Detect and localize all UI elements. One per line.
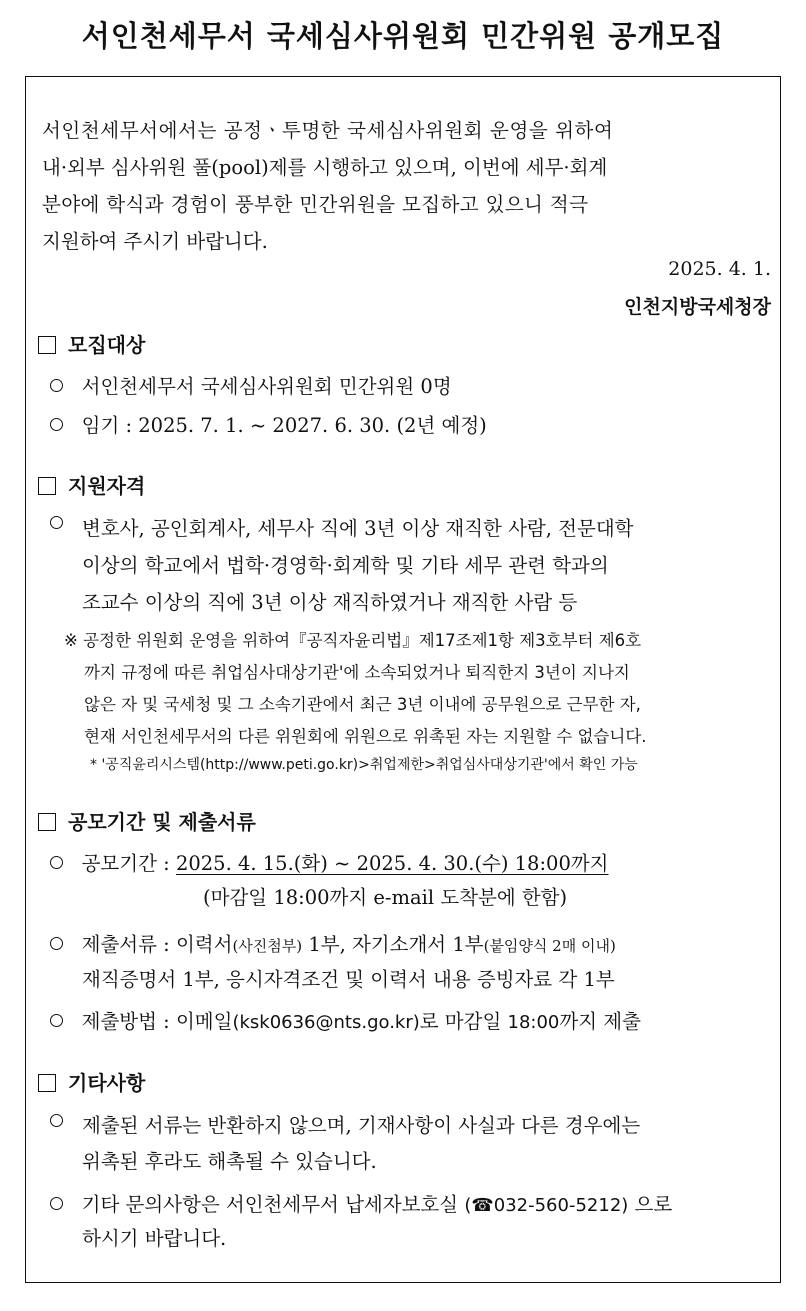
etc-item-2: 기타 문의사항은 서인천세무서 납세자보호실 (☎032-560-5212) 으로 (50, 1189, 672, 1217)
circle-bullet-icon (50, 418, 63, 431)
section-heading-period: 공모기간 및 제출서류 (38, 806, 256, 835)
documents-item: 제출서류 : 이력서(사진첨부) 1부, 자기소개서 1부(붙임양식 2매 이내) (50, 929, 616, 957)
notice-date: 2025. 4. 1. (668, 258, 771, 280)
etc-line: 위촉된 후라도 해촉될 수 있습니다. (82, 1150, 377, 1173)
circle-bullet-icon (50, 937, 63, 950)
period-value: 2025. 4. 15.(화) ~ 2025. 4. 30.(수) 18:00까지 (175, 852, 609, 875)
qualification-line: 이상의 학교에서 법학·경영학·회계학 및 기타 세무 관련 학과의 (82, 554, 609, 577)
intro-line: 분야에 학식과 경험이 풍부한 민간위원을 모집하고 있으니 적극 (42, 193, 589, 216)
qualification-text (82, 510, 634, 621)
note-line: 까지 규정에 따른 취업심사대상기관'에 소속되었거나 퇴직한지 3년이 지나지 (84, 663, 630, 682)
phone-number: (☎032-560-5212) (464, 1195, 629, 1216)
etc-item-1-text (82, 1108, 640, 1180)
period-remark: (마감일 18:00까지 e-mail 도착분에 한함) (203, 886, 568, 909)
section-heading-etc: 기타사항 (38, 1067, 145, 1096)
qualification-item (50, 512, 63, 535)
circle-bullet-icon (50, 1197, 63, 1210)
circle-bullet-icon (50, 516, 63, 529)
square-bullet-icon (38, 1074, 56, 1092)
recruit-target: 서인천세무서 국세심사위원회 민간위원 0명 (50, 371, 452, 399)
qualification-line: 변호사, 공인회계사, 세무사 직에 3년 이상 재직한 사람, 전문대학 (82, 517, 634, 540)
section-heading-qualification: 지원자격 (38, 470, 145, 499)
qualification-subnote: * '공직윤리시스템(http://www.peti.go.kr)>취업제한>취업심사대상기관'에서 확인 가능 (90, 757, 638, 773)
etc-line: 제출된 서류는 반환하지 않으며, 기재사항이 사실과 다른 경우에는 (82, 1114, 641, 1137)
etc-item-2-line2: 하시기 바랍니다. (82, 1227, 227, 1250)
square-bullet-icon (38, 813, 56, 831)
intro-line: 지원하여 주시기 바랍니다. (42, 230, 268, 253)
qualification-note (64, 625, 647, 753)
section-heading-recruit: 모집대상 (38, 329, 145, 358)
period-item: 공모기간 : 2025. 4. 15.(화) ~ 2025. 4. 30.(수) 18:00까지 (50, 848, 609, 876)
circle-bullet-icon (50, 1114, 63, 1127)
documents-line2: 재직증명서 1부, 응시자격조건 및 이력서 내용 증빙자료 각 1부 (82, 968, 615, 991)
method-item: 제출방법 : 이메일(ksk0636@nts.go.kr)로 마감일 18:00까지 제출 (50, 1006, 641, 1034)
intro-paragraph (42, 112, 613, 260)
note-line: 현재 서인천세무서의 다른 위원회에 위원으로 위촉된 자는 지원할 수 없습니다. (84, 727, 647, 746)
circle-bullet-icon (50, 856, 63, 869)
square-bullet-icon (38, 336, 56, 354)
note-line: ※ 공정한 위원회 운영을 위하여『공직자윤리법』제17조제1항 제3호부터 제6호 (64, 631, 642, 650)
recruit-term: 임기 : 2025. 7. 1. ~ 2027. 6. 30. (2년 예정) (50, 410, 487, 438)
intro-line: 내·외부 심사위원 풀(pool)제를 시행하고 있으며, 이번에 세무·회계 (42, 156, 608, 179)
etc-item-1 (50, 1110, 63, 1133)
note-line: 않은 자 및 국세청 및 그 소속기관에서 최근 3년 이내에 공무원으로 근무한 자, (84, 695, 641, 714)
qualification-line: 조교수 이상의 직에 3년 이상 재직하였거나 재직한 사람 등 (82, 591, 578, 614)
circle-bullet-icon (50, 1014, 63, 1027)
page-title: 서인천세무서 국세심사위원회 민간위원 공개모집 (81, 19, 725, 53)
intro-line: 서인천세무서에서는 공정ㆍ투명한 국세심사위원회 운영을 위하여 (42, 119, 614, 142)
circle-bullet-icon (50, 379, 63, 392)
notice-signer: 인천지방국세청장 (624, 296, 771, 318)
square-bullet-icon (38, 477, 56, 495)
